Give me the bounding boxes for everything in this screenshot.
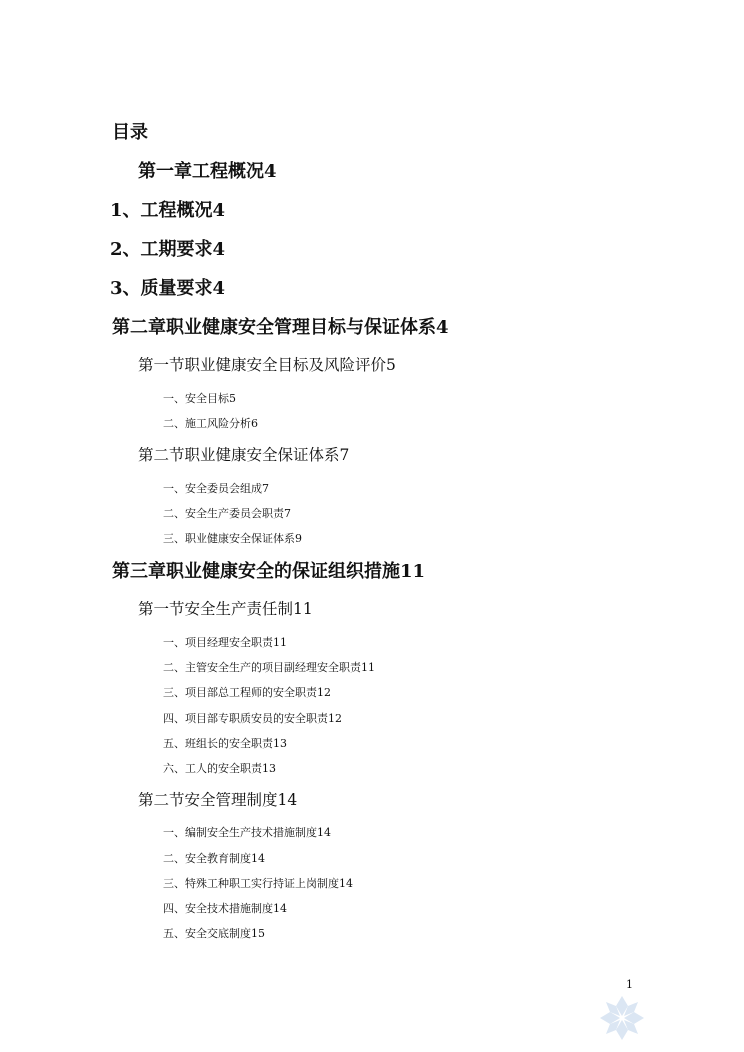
toc-item-2-1-1[interactable]: 一、安全目标5 bbox=[163, 392, 236, 405]
toc-section-3-1[interactable]: 第一节安全生产责任制11 bbox=[138, 600, 313, 618]
toc-item-2-2-1[interactable]: 一、安全委员会组成7 bbox=[163, 482, 269, 495]
page-number: 1 bbox=[626, 978, 633, 991]
toc-item-3-2-1[interactable]: 一、编制安全生产技术措施制度14 bbox=[163, 826, 331, 839]
toc-item-3-1-4[interactable]: 四、项目部专职质安员的安全职责12 bbox=[163, 712, 342, 725]
snowflake-logo-icon bbox=[598, 994, 646, 1042]
toc-section-2-1[interactable]: 第一节职业健康安全目标及风险评价5 bbox=[138, 356, 396, 374]
toc-chapter-3[interactable]: 第三章职业健康安全的保证组织措施11 bbox=[112, 561, 426, 582]
toc-chapter-1[interactable]: 第一章工程概况4 bbox=[138, 161, 277, 182]
toc-item-3-1-5[interactable]: 五、班组长的安全职责13 bbox=[163, 737, 287, 750]
toc-entry-1-3[interactable]: 3、质量要求4 bbox=[110, 278, 226, 299]
toc-item-2-1-2[interactable]: 二、施工风险分析6 bbox=[163, 417, 258, 430]
toc-item-3-2-5[interactable]: 五、安全交底制度15 bbox=[163, 927, 265, 940]
toc-section-2-2[interactable]: 第二节职业健康安全保证体系7 bbox=[138, 446, 350, 464]
toc-entry-1-2[interactable]: 2、工期要求4 bbox=[110, 239, 226, 260]
toc-item-3-1-3[interactable]: 三、项目部总工程师的安全职责12 bbox=[163, 686, 331, 699]
toc-item-2-2-3[interactable]: 三、职业健康安全保证体系9 bbox=[163, 532, 302, 545]
toc-item-3-2-2[interactable]: 二、安全教育制度14 bbox=[163, 852, 265, 865]
toc-item-3-1-2[interactable]: 二、主管安全生产的项目副经理安全职责11 bbox=[163, 661, 375, 674]
toc-item-3-2-4[interactable]: 四、安全技术措施制度14 bbox=[163, 902, 287, 915]
toc-chapter-2[interactable]: 第二章职业健康安全管理目标与保证体系4 bbox=[112, 317, 449, 338]
toc-section-3-2[interactable]: 第二节安全管理制度14 bbox=[138, 791, 298, 809]
toc-title: 目录 bbox=[112, 122, 148, 143]
toc-item-3-1-1[interactable]: 一、项目经理安全职责11 bbox=[163, 636, 287, 649]
toc-item-3-2-3[interactable]: 三、特殊工种职工实行持证上岗制度14 bbox=[163, 877, 353, 890]
toc-item-2-2-2[interactable]: 二、安全生产委员会职责7 bbox=[163, 507, 291, 520]
toc-item-3-1-6[interactable]: 六、工人的安全职责13 bbox=[163, 762, 276, 775]
toc-entry-1-1[interactable]: 1、工程概况4 bbox=[110, 200, 226, 221]
